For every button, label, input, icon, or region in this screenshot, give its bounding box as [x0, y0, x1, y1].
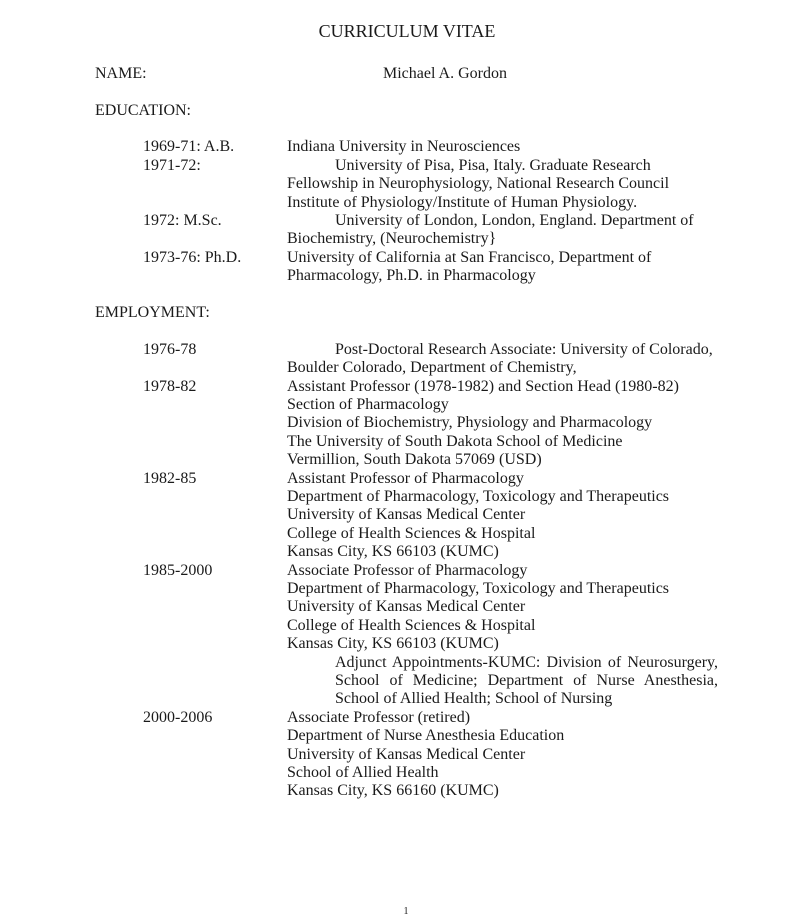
employment-entry-line: Department of Pharmacology, Toxicology and Therapeutics: [287, 580, 670, 597]
employment-entry-line: Kansas City, KS 66103 (KUMC): [287, 635, 499, 652]
employment-entry-line: Associate Professor of Pharmacology: [287, 562, 528, 579]
employment-entry-line: College of Health Sciences & Hospital: [287, 617, 536, 634]
education-entry-date: 1969-71: A.B.: [143, 138, 235, 155]
employment-entry-line: Vermillion, South Dakota 57069 (USD): [287, 451, 542, 468]
page-number: 1: [403, 906, 409, 917]
employment-entry-line: Boulder Colorado, Department of Chemistry,: [287, 359, 577, 376]
employment-entry-line: Assistant Professor of Pharmacology: [287, 470, 524, 487]
education-entry-date: 1971-72:: [143, 157, 201, 174]
education-entry-line: University of Pisa, Pisa, Italy. Graduate Research: [335, 157, 651, 174]
adjunct-appointments: Adjunct Appointments-KUMC: Division of Neurosurgery, School of Medicine; Department of Nurse Anesthesia, School of Allied Health; School of Nursing: [335, 654, 718, 708]
employment-entry-line: Section of Pharmacology: [287, 396, 449, 413]
employment-entry-line: University of Kansas Medical Center: [287, 746, 526, 763]
employment-entry-line: University of Kansas Medical Center: [287, 598, 526, 615]
education-entry-line: Fellowship in Neurophysiology, National Research Council: [287, 175, 670, 192]
employment-entry-date: 1982-85: [143, 470, 197, 487]
employment-entry-line: School of Allied Health: [287, 764, 439, 781]
employment-entry-line: Division of Biochemistry, Physiology and Pharmacology: [287, 414, 653, 431]
education-entry-line: University of California at San Francisco, Department of: [287, 249, 652, 266]
education-entry-line: Pharmacology, Ph.D. in Pharmacology: [287, 267, 536, 284]
name-value: Michael A. Gordon: [383, 65, 507, 82]
education-entry-date: 1972: M.Sc.: [143, 212, 222, 229]
employment-entry-line: Kansas City, KS 66103 (KUMC): [287, 543, 499, 560]
employment-heading: EMPLOYMENT:: [95, 304, 210, 321]
employment-entry-date: 1976-78: [143, 341, 197, 358]
employment-entry-line: Department of Nurse Anesthesia Education: [287, 727, 565, 744]
employment-entry-line: Assistant Professor (1978-1982) and Section Head (1980-82): [287, 378, 679, 395]
employment-entry-line: Post-Doctoral Research Associate: University of Colorado,: [335, 341, 713, 358]
employment-entry-date: 1985-2000: [143, 562, 213, 579]
education-entry-line: Indiana University in Neurosciences: [287, 138, 521, 155]
education-entry-line: Biochemistry, (Neurochemistry}: [287, 230, 497, 247]
education-entry-line: Institute of Physiology/Institute of Human Physiology.: [287, 194, 638, 211]
education-entry-line: University of London, London, England. Department of: [335, 212, 694, 229]
employment-entry-line: College of Health Sciences & Hospital: [287, 525, 536, 542]
cv-title: CURRICULUM VITAE: [318, 21, 496, 41]
employment-entry-date: 2000-2006: [143, 709, 213, 726]
employment-entry-date: 1978-82: [143, 378, 197, 395]
education-entry-date: 1973-76: Ph.D.: [143, 249, 242, 266]
name-label: NAME:: [95, 65, 147, 82]
employment-entry-line: Kansas City, KS 66160 (KUMC): [287, 782, 499, 799]
education-heading: EDUCATION:: [95, 102, 191, 119]
employment-entry-line: Associate Professor (retired): [287, 709, 471, 726]
employment-entry-line: The University of South Dakota School of Medicine: [287, 433, 623, 450]
employment-entry-line: Department of Pharmacology, Toxicology and Therapeutics: [287, 488, 670, 505]
employment-entry-line: University of Kansas Medical Center: [287, 506, 526, 523]
